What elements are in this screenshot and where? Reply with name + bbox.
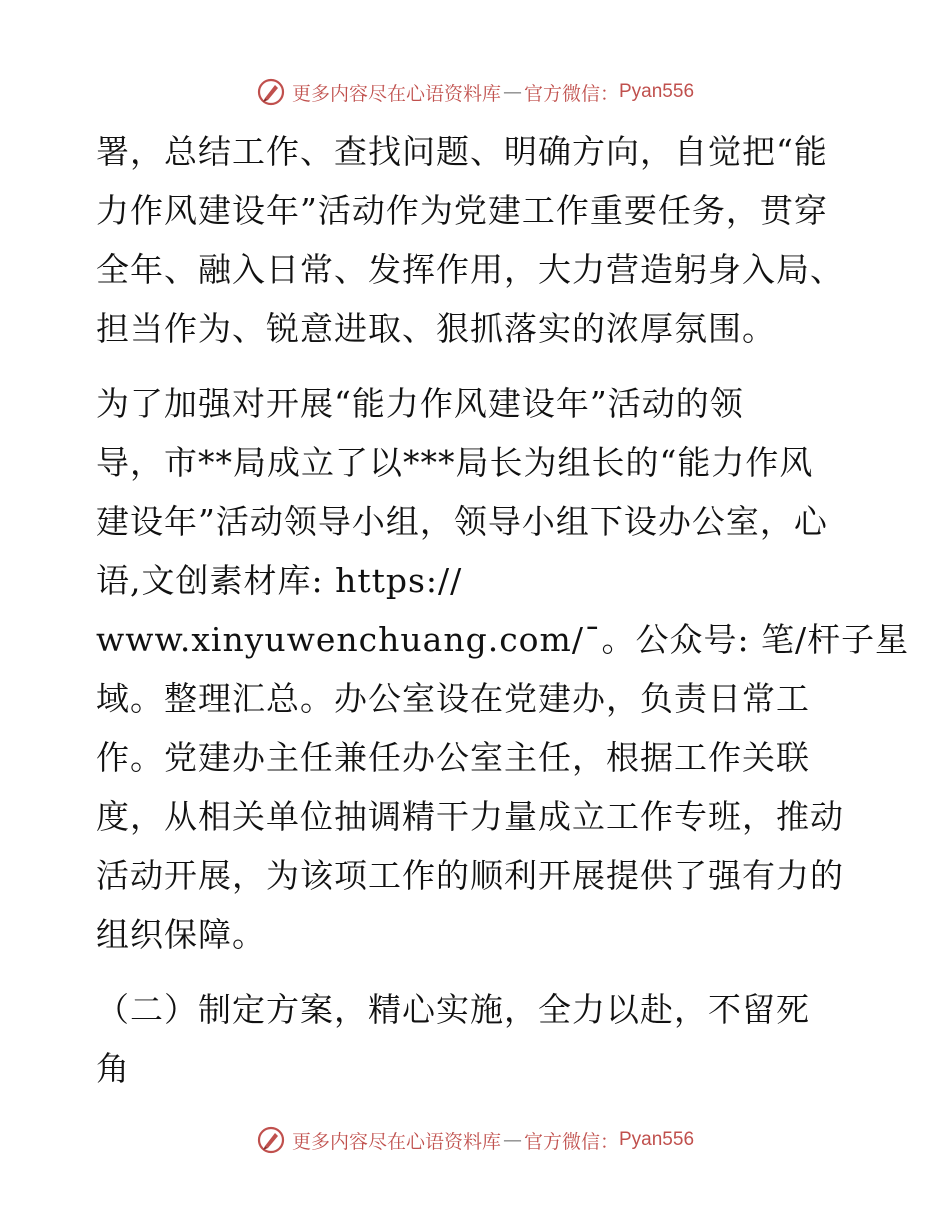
watermark-separator: — — [502, 81, 522, 103]
watermark-text: 更多内容尽在心语资料库 — [291, 82, 501, 105]
text-line: 力作风建设年”活动作为党建工作重要任务，贯穿 — [96, 191, 828, 230]
footer-watermark — [0, 1120, 950, 1160]
text-line: 导，市**局成立了以***局长为组长的“能力作风 — [96, 443, 814, 482]
watermark-account-label: 官方微信： — [523, 82, 619, 105]
watermark-account-label: 官方微信： — [523, 1130, 619, 1153]
paragraph-1 — [96, 122, 856, 358]
text-line: 角 — [96, 1049, 130, 1088]
text-line: 署，总结工作、查找问题、明确方向，自觉把“能 — [96, 132, 828, 171]
text-line: 为了加强对开展“能力作风建设年”活动的领 — [96, 384, 744, 423]
text-line: 作。党建办主任兼任办公室主任，根据工作关联 — [96, 738, 810, 777]
text-line: 担当作为、锐意进取、狠抓落实的浓厚氛围。 — [96, 309, 776, 348]
text-line: 域。整理汇总。办公室设在党建办，负责日常工 — [96, 679, 810, 718]
paragraph-2 — [96, 374, 910, 964]
text-line: 语,文创素材库: https:// — [96, 561, 463, 600]
text-line: 度，从相关单位抽调精干力量成立工作专班，推动 — [96, 797, 844, 836]
text-line: 全年、融入日常、发挥作用，大力营造躬身入局、 — [96, 250, 844, 289]
watermark-text: 更多内容尽在心语资料库 — [291, 1130, 501, 1153]
watermark-separator: — — [502, 1129, 522, 1151]
watermark-account: Pyan556 — [619, 81, 695, 102]
text-line: www.xinyuwenchuang.com/¯。公众号: 笔/杆子星 — [96, 620, 910, 659]
text-line: 建设年”活动领导小组，领导小组下设办公室，心 — [96, 502, 828, 541]
watermark-account: Pyan556 — [619, 1129, 695, 1150]
header-watermark — [0, 72, 950, 112]
pen-logo-icon — [256, 1125, 286, 1155]
text-line: 组织保障。 — [96, 915, 266, 954]
text-line: （二）制定方案，精心实施，全力以赴，不留死 — [96, 990, 810, 1029]
section-heading — [96, 980, 856, 1098]
pen-logo-icon — [256, 77, 286, 107]
document-body — [96, 122, 910, 1098]
text-line: 活动开展，为该项工作的顺利开展提供了强有力的 — [96, 856, 844, 895]
